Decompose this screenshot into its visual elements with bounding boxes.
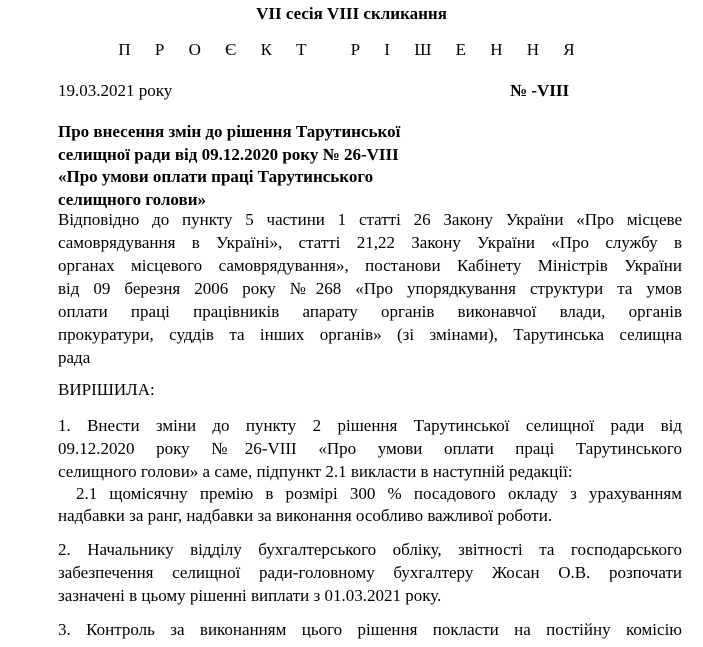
item2-line: 2. Начальнику відділу бухгалтерського обліку, звітності та господарського xyxy=(58,540,682,559)
decision-number: № -VIII xyxy=(510,81,570,100)
session-heading: VII сесія VIII скликання xyxy=(256,4,447,23)
item2-line: зазначені в цьому рішенні виплати з 01.03.2021 року. xyxy=(58,586,442,605)
title-line: «Про умови оплати праці Тарутинського xyxy=(58,167,374,186)
title-line: селищного голови» xyxy=(58,190,206,209)
item1-line: 1. Внести зміни до пункту 2 рішення Тарутинської селищної ради від xyxy=(58,416,682,435)
title-line: Про внесення змін до рішення Тарутинської xyxy=(58,122,401,141)
decision-word: Р І Ш Е Н Н Я xyxy=(350,40,585,59)
item1-line: селищного голови» а саме, підпункт 2.1 викласти в наступній редакції: xyxy=(58,462,573,481)
preamble-line: Відповідно до пункту 5 частини 1 статті 26 Закону України «Про місцеве xyxy=(58,210,682,229)
item1-subitem-line: надбавки за ранг, надбавки за виконання особливо важливої роботи. xyxy=(58,506,553,525)
item3-line: 3. Контроль за виконанням цього рішення покласти на постійну комісію xyxy=(58,620,682,639)
resolved-heading: ВИРІШИЛА: xyxy=(58,380,155,399)
item1-subitem-line: 2.1 щомісячну премію в розмірі 300 % посадового окладу з урахуванням xyxy=(76,484,682,503)
preamble-line: прокуратури, суддів та інших органів» (зі змінами), Тарутинська селищна xyxy=(58,325,682,344)
preamble-line: оплати праці працівників апарату органів виконавчої влади, органів xyxy=(58,302,682,321)
item2-line: забезпечення селищної ради-головному бухгалтеру Жосан О.В. розпочати xyxy=(58,563,682,582)
project-word: П Р О Є К Т xyxy=(118,40,317,59)
preamble-line: самоврядування в Україні», статті 21,22 Закону України «Про службу в xyxy=(58,233,682,252)
item1-line: 09.12.2020 року №26-VIII «Про умови оплати праці Тарутинського xyxy=(58,439,682,458)
preamble-line: рада xyxy=(58,348,91,367)
preamble-line: органах місцевого самоврядування», постанови Кабінету Міністрів України xyxy=(58,256,682,275)
project-heading xyxy=(0,40,703,60)
preamble-line: від 09 березня 2006 року №268 «Про упорядкування структури та умов xyxy=(58,279,682,298)
decision-date: 19.03.2021 року xyxy=(58,81,173,100)
title-line: селищної ради від 09.12.2020 року № 26-VIII xyxy=(58,145,399,164)
